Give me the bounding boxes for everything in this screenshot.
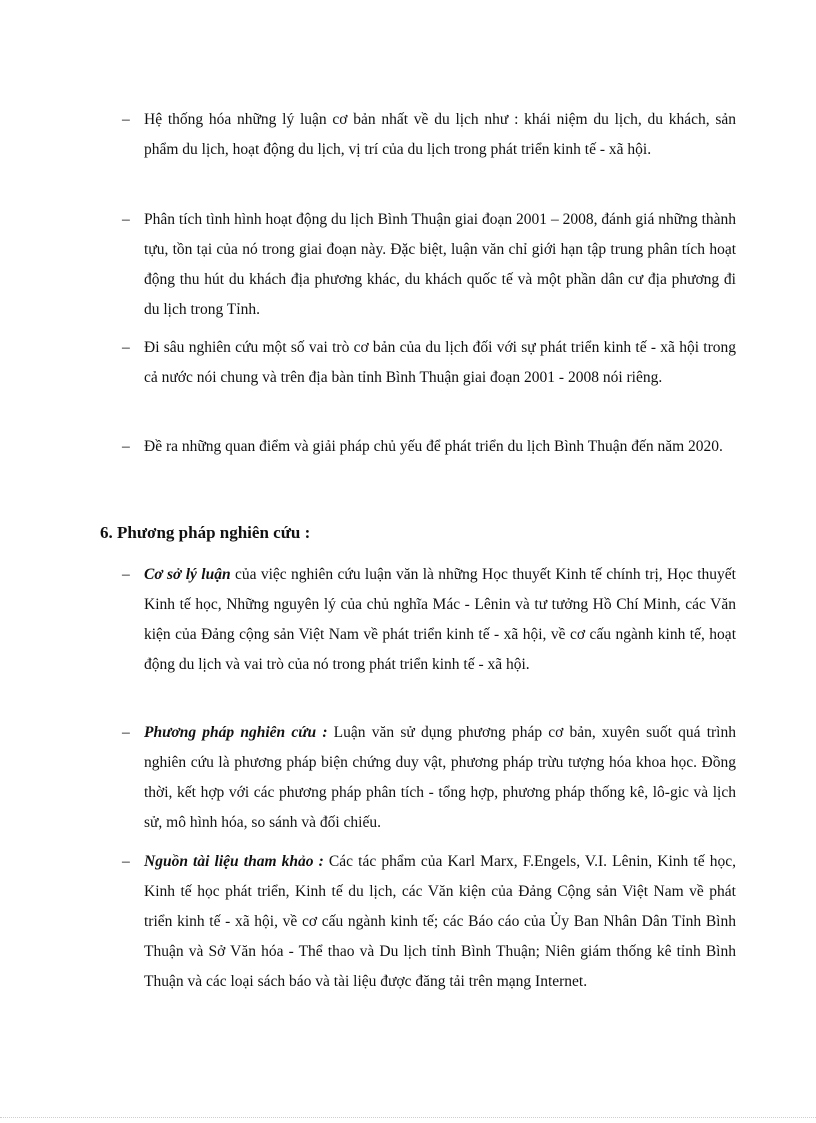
item-term: Nguồn tài liệu tham khảo : — [144, 853, 324, 870]
item-term: Phương pháp nghiên cứu : — [144, 724, 328, 741]
dash-bullet: – — [122, 853, 130, 870]
section-heading: 6. Phương pháp nghiên cứu : — [100, 523, 311, 542]
list-item-text: Đề ra những quan điểm và giải pháp chủ yếu để phát triển du lịch Bình Thuận đến năm 2020. — [144, 438, 723, 455]
list-item-text: Đi sâu nghiên cứu một số vai trò cơ bản của du lịch đối với sự phát triển kinh tế - xã hội trong cả nước nói chung và trên địa bàn tỉnh Bình Thuận giai đoạn 2001 - 2008 nói riêng. — [144, 339, 736, 386]
list-item — [124, 432, 736, 462]
list-item-text — [144, 847, 736, 997]
dash-bullet: – — [122, 211, 130, 228]
list-item — [124, 718, 736, 838]
dash-bullet: – — [122, 111, 130, 128]
dash-bullet: – — [122, 438, 130, 455]
item-body: Các tác phẩm của Karl Marx, F.Engels, V.I. Lênin, Kinh tế học, Kinh tế học phát triển, Kinh tế du lịch, các Văn kiện của Đảng Cộng sản Việt Nam về phát triển kinh tế - xã hội, về cơ cấu ngành kinh tế; các Báo cáo của Ủy Ban Nhân Dân Tỉnh Bình Thuận và Sở Văn hóa - Thể thao và Du lịch tỉnh Bình Thuận; Niên giám thống kê tỉnh Bình Thuận và các loại sách báo và tài liệu được đăng tải trên mạng Internet. — [144, 853, 736, 990]
item-body: của việc nghiên cứu luận văn là những Học thuyết Kinh tế chính trị, Học thuyết Kinh tế học, Những nguyên lý của chủ nghĩa Mác - Lênin và tư tưởng Hồ Chí Minh, các Văn kiện của Đảng cộng sản Việt Nam về phát triển kinh tế - xã hội, về cơ cấu ngành kinh tế, hoạt động du lịch và vai trò của nó trong phát triển kinh tế - xã hội. — [144, 566, 736, 673]
dash-bullet: – — [122, 566, 130, 583]
list-item — [124, 847, 736, 997]
list-item-text — [144, 718, 736, 838]
item-term: Cơ sở lý luận — [144, 566, 231, 583]
list-item-text: Hệ thống hóa những lý luận cơ bản nhất về du lịch như : khái niệm du lịch, du khách, sản phẩm du lịch, hoạt động du lịch, vị trí của du lịch trong phát triển kinh tế - xã hội. — [144, 111, 736, 158]
item-body: Luận văn sử dụng phương pháp cơ bản, xuyên suốt quá trình nghiên cứu là phương pháp biện chứng duy vật, phương pháp trừu tượng hóa khoa học. Đồng thời, kết hợp với các phương pháp phân tích - tổng hợp, phương pháp thống kê, lô-gic và lịch sử, mô hình hóa, so sánh và đối chiếu. — [144, 724, 736, 831]
list-item — [124, 105, 736, 165]
page-bottom-divider — [0, 1117, 816, 1118]
dash-bullet: – — [122, 724, 130, 741]
list-item — [124, 560, 736, 680]
list-item-text — [144, 560, 736, 680]
dash-bullet: – — [122, 339, 130, 356]
list-item — [124, 333, 736, 393]
list-item — [124, 205, 736, 325]
list-item-text: Phân tích tình hình hoạt động du lịch Bình Thuận giai đoạn 2001 – 2008, đánh giá những thành tựu, tồn tại của nó trong giai đoạn này. Đặc biệt, luận văn chỉ giới hạn tập trung phân tích hoạt động thu hút du khách địa phương khác, du khách quốc tế và một phần dân cư địa phương đi du lịch trong Tỉnh. — [144, 211, 736, 318]
